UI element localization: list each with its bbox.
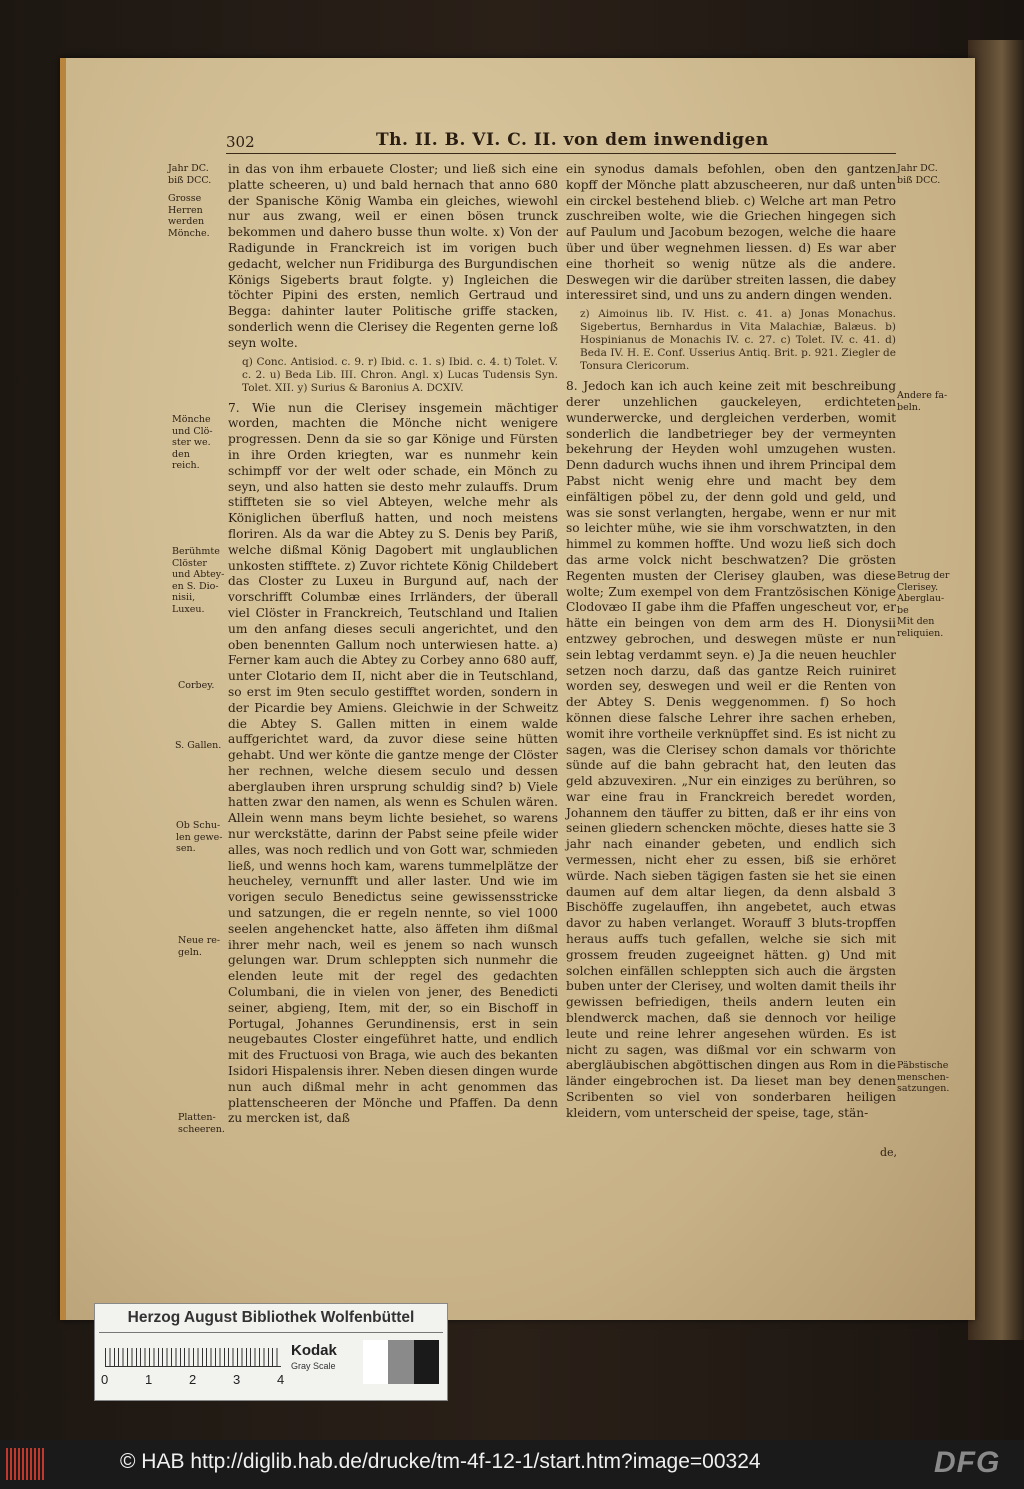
ruler-number: 2 xyxy=(189,1372,197,1387)
margin-note-betrug: Betrug der Clerisey. Aberglau- be Mit den reliquien. xyxy=(897,570,950,639)
footer-bar xyxy=(0,1440,1024,1489)
barcode-icon xyxy=(6,1448,46,1480)
adjacent-page-edge xyxy=(968,40,1024,1340)
margin-note-moenche: Mönche und Clö- ster we. den reich. xyxy=(172,414,213,471)
dfg-logo: DFG xyxy=(934,1446,1001,1479)
margin-note-plattenscheeren: Platten- scheeren. xyxy=(178,1112,225,1135)
ruler-number: 4 xyxy=(277,1372,285,1387)
color-calibration-card xyxy=(94,1303,448,1401)
margin-note-schulen: Ob Schu- len gewe- sen. xyxy=(176,820,223,854)
margin-note-satzungen: Päbstische menschen- satzungen. xyxy=(897,1060,950,1094)
library-name: Herzog August Bibliothek Wolfenbüttel xyxy=(127,1309,415,1326)
margin-note-andere-fabeln: Andere fa- beln. xyxy=(897,390,948,413)
ruler-number: 1 xyxy=(145,1372,153,1387)
right-text-column xyxy=(566,162,896,1125)
gray-scale-label: Gray Scale xyxy=(291,1361,336,1371)
margin-note-neue-regeln: Neue re- geln. xyxy=(178,935,221,958)
ruler-number: 0 xyxy=(101,1372,109,1387)
margin-note-year: Jahr DC. biß DCC. xyxy=(168,163,212,186)
swatch-white xyxy=(363,1340,388,1384)
footnotes-left: q) Conc. Antisiod. c. 9. r) Ibid. c. 1. s) Ibid. c. 4. t) Tolet. V. c. 2. u) Beda Lib. III. Chron. Angl. x) Lucas Tudensis Syn. Tolet. XII. y) Surius & Baronius A. DCXIV. xyxy=(242,355,558,394)
copyright-url[interactable]: © HAB http://diglib.hab.de/drucke/tm-4f-12-1/start.htm?image=00324 xyxy=(120,1450,761,1473)
left-text-column xyxy=(228,162,558,1130)
paragraph-6-continued: in das von ihm erbauete Closter; und ließ sich eine platte scheeren, u) und bald hernach that anno 680 der Spanische König Wamba ein gleiches, wiewohl nur aus zwang, weil er einen bösen trunck bekommen und dahero busse thun wolte. x) Von der Radigunde in Franckreich ist im vorigen buch gedacht, welcher nun Fridiburga des Burgundischen Königs Sigeberts braut folgte. y) Ingleichen die töchter Pipini des ersten, nemlich Gertraud und Begga: dahinter lauter Politische griffe stacken, sonderlich wenn die Clerisey die Regenten gerne loß seyn wolte. xyxy=(228,162,558,350)
gray-swatches xyxy=(363,1340,439,1384)
margin-note-grosse-herren: Grosse Herren werden Mönche. xyxy=(168,193,210,239)
margin-note-beruehmte-cloester: Berühmte Clöster und Abtey- en S. Dio- nisii, Luxeu. xyxy=(172,546,225,615)
swatch-gray xyxy=(388,1340,413,1384)
scale-ruler xyxy=(105,1348,281,1367)
page-gilt-edge xyxy=(60,58,66,1320)
catchword: de, xyxy=(880,1146,898,1159)
paragraph-6-end: ein synodus damals befohlen, oben den gantzen kopff der Mönche platt abzuscheeren, nur daß unten ein circkel bestehend blieb. c) Welche art man Petro zuschreiben wolte, wie die Griechen hingegen sich auf Paulum und Jacobum bezogen, welche die haare über und über wegnehmen liessen. d) Es war aber eine thorheit so wenig nütze als die andere. Deswegen wir die darüber streiten lassen, die dabey interessiret sind, und uns zu andern dingen wenden. xyxy=(566,162,896,303)
paragraph-7: 7. Wie nun die Clerisey insgemein mächtiger worden, machten die Mönche nicht wenigere progressen. Denn da sie so gar Könige und Fürsten in ihre Orden kriegten, war es nunmehr kein schimpff vor der welt oder schade, ein Mönch zu seyn, und also hatten sie desto mehr zulauffs. Drum stiffteten sie so viel Abteyen, welche mehr als Königlichen überfluß hatten, und noch meistens floriren. Als da war die Abtey zu S. Denis bey Pariß, welche dißmal König Dagobert mit unglaublichen unkosten stifftete. z) Zuvor richtete König Childebert das Closter zu Luxeu in Burgund auf, nach der vorschrifft Columbæ eines Irrländers, der überall viel Clöster in Franckreich, Teutschland und Italien um den anfang dieses seculi angerichtet, und den oben benennten Gallum noch unterwiesen hatte. a) Ferner kam auch die Abtey zu Corbey anno 680 auff, unter Clotario dem II, nicht aber die in Teutschland, so erst im 9ten seculo gestifftet worden, sondern in der Picardie bey Amiens. Gleichwie in der Schweitz die Abtey S. Gallen mitten in einem walde auffgerichtet ward, da zuvor diese seine hütten gehabt. Und wer könte die gantze menge der Clöster her rechnen, welche diesem seculo und dessen aberglauben ihren ursprung schuldig sind? b) Viele hatten zwar den namen, als wenn es Schulen wären. Allein wenn mans beym lichte besiehet, so warens nur werckstätte, darinn der Pabst seine pfeile wider alles, was noch redlich und von Gott war, schmieden ließ, und wenns hoch kam, warens tummelplätze der heucheley, vernunfft und aller laster. Und wie im vorigen seculo Benedictus seine gewissensstricke und satzungen, die er regeln nennte, so viel 1000 seelen angehencket hatte, also äffeten ihm dißmal ihrer mehr nach, weil es jenem so nach wunsch gelungen war. Drum schleppten sich nunmehr die elenden leute mit der regel des gedachten Columbani, die in vielen von jener, des Benedicti seiner, abgieng, Item, mit der, so ein Bischoff in Portugal, Johannes Gerundinensis, erst in sein neugebautes Closter eingeführet hatte, und endlich mit des Fructuosi von Braga, wie auch des bekanten Isidori Hispalensis ihrer. Neben diesen dingen wurde nun auch dißmal mehr in acht genommen das plattenscheeren der Mönche und Pfaffen. Da denn zu mercken ist, daß xyxy=(228,400,558,1126)
footnotes-right: z) Aimoinus lib. IV. Hist. c. 41. a) Jonas Monachus. Sigebertus, Bernhardus in Vita Malachiæ, Balæus. b) Hospinianus de Monachis IV. c. 27. c) Tolet. IV. c. 41. d) Beda IV. H. E. Conf. Usserius Antiq. Brit. p. 921. Ziegler de Tonsura Clericorum. xyxy=(580,308,896,373)
page-number: 302 xyxy=(226,133,255,151)
margin-note-corbey: Corbey. xyxy=(178,680,215,691)
running-head: Th. II. B. VI. C. II. von dem inwendigen xyxy=(376,130,769,150)
kodak-logo: Kodak xyxy=(291,1342,337,1359)
ruler-number: 3 xyxy=(233,1372,241,1387)
card-divider xyxy=(99,1332,443,1333)
margin-note-s-gallen: S. Gallen. xyxy=(175,740,222,751)
header-rule xyxy=(226,153,896,154)
swatch-black xyxy=(414,1340,439,1384)
margin-note-year-right: Jahr DC. biß DCC. xyxy=(897,163,941,186)
paragraph-8: 8. Jedoch kan ich auch keine zeit mit beschreibung derer unzehlichen gauckeleyen, erdichteten wunderwercke, und dergleichen verderben, womit sonderlich die landbetrieger bey der vermeynten bekehrung der Heyden wohl umzugehen wusten. Denn dadurch wuchs ihnen und ihrem Principal dem Pabst nicht wenig ehre und macht bey dem einfältigen pöbel zu, der denn gold und geld, und was sie sonst verlangten, hergabe, wenn er nur mit so leichter mühe, wie sie ihm vorschwatzten, in den himmel zu kommen hoffte. Und wozu ließ sich doch das arme volck nicht beschwatzen? Die grösten Regenten musten der Clerisey glauben, was diese wolte; Zum exempel von dem Frantzösischen Könige Clodovæo II gabe ihm die Pfaffen ungescheut vor, er hätte ein beingen von dem arm des H. Dionysii entzwey gebrochen, und deswegen müste er nun sein lebtag verdammt seyn. e) Ja die neuen heuchler setzen noch darzu, daß das gantze Reich ruiniret worden sey, deswegen und weil er die Renten von der Abtey S. Denis weggenommen. f) So hoch können diese falsche Lehrer ihre sachen erheben, womit ihre vortheile verknüpffet sind. Es ist nicht zu sagen, was die Clerisey schon damals vor thörichte sünde auf die bahn gebracht hat, den leuten das geld abzuvexiren. „Nur ein einziges zu berühren, so war eine frau in Franckreich beredet worden, Johannem den täuffer zu bitten, daß er ihr eins von seinen gliedern schencken möchte, dieses hatte sie 3 jahr nach einander gebeten, und endlich sich vermessen, nicht eher zu essen, biß sie erhöret würde. Nach sieben tägigen fasten sie het sie einen daumen auf dem altar liegen, da denn alsbald 3 Bischöffe zugelauffen, ihn angebetet, auch etwas davor zu haben verlanget. Worauff 3 bluts-tropffen heraus auffs tuch gefallen, welche sie sich mit grossem freuden zugeeignet hätten. g) Und mit solchen einfällen schleppten sich auch die ärgsten buben unter der Clerisey, und wolten damit theils ihr gewissen befriedigen, theils andern leuten ein blendwerck machen, daß sie dennoch vor heilige leute und reine lehrer angesehen würden. Es ist nicht zu sagen, was dißmal vor ein schwarm von abergläubischen abgöttischen dingen aus Rom in die länder eingebrochen ist. Da lieset man bey denen Scribenten so viel von sonderbaren heiligen kleidern, vom unterscheid der speise, tage, stän- xyxy=(566,379,896,1120)
